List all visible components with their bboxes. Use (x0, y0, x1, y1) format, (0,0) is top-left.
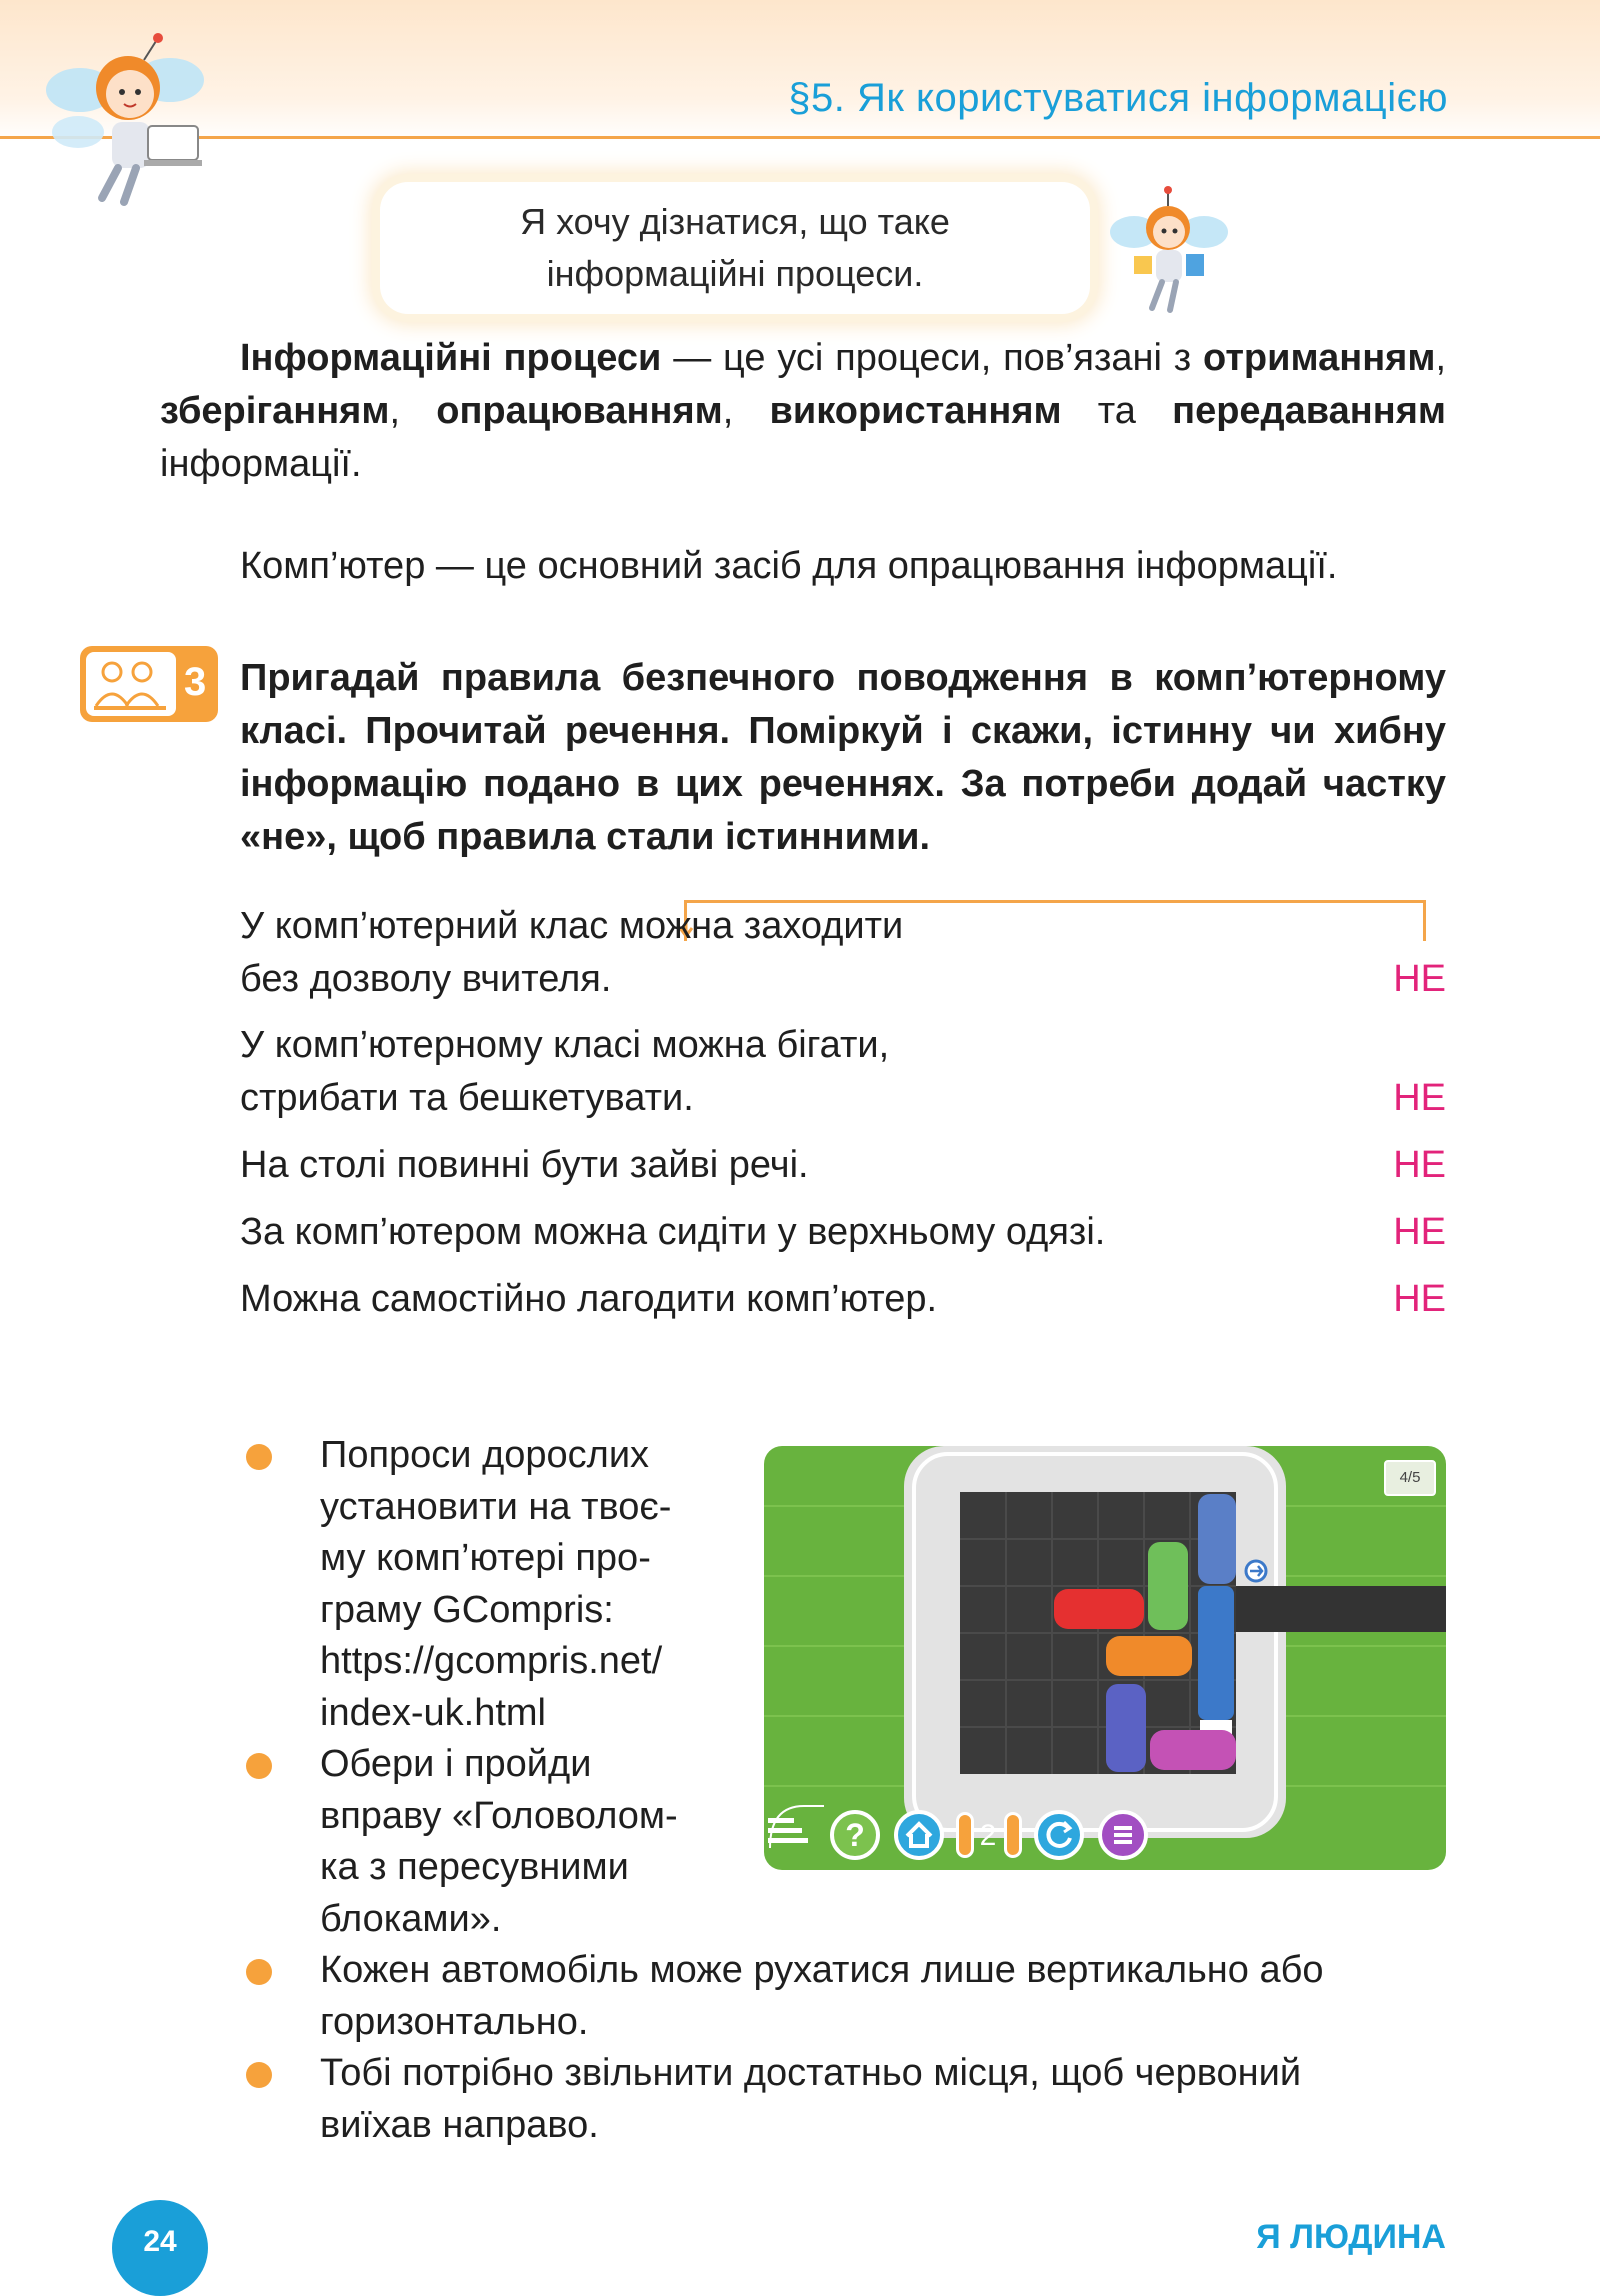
home-icon (898, 1814, 940, 1856)
speech-line-2: інформаційні процеси. (546, 253, 924, 294)
bullet-item-2 (320, 1739, 678, 1945)
term-processing: опрацюванням (436, 390, 723, 432)
answer-mark: НЕ (1393, 1278, 1446, 1320)
term-using: використанням (769, 390, 1062, 432)
chapter-title: Я ЛЮДИНА (1256, 2218, 1446, 2256)
speech-line-1: Я хочу дізнатися, що таке (520, 201, 950, 242)
rule-item-5 (240, 1273, 1446, 1326)
bullet-item-1 (320, 1430, 671, 1739)
bullet-line: блоками». (320, 1897, 502, 1940)
rule-line: На столі повинні бути зайві речі. (240, 1144, 809, 1186)
definition-text: — це усі процеси, пов’язані з (661, 337, 1204, 379)
rule-line: Можна самостійно лагодити комп’ютер. (240, 1278, 938, 1320)
rule-line: У комп’ютерному класі можна бігати, (240, 1024, 890, 1066)
task-instructions: Пригадай правила безпечного поводження в комп’ютерному класі. Прочитай речення. Поміркуй і скажи, істинну чи хибну інформацію подано в цих реченнях. За потреби додай частку «не», щоб правила стали істинними. (240, 657, 1446, 858)
bullet-link-line[interactable]: index-uk.html (320, 1691, 546, 1734)
bullet-line: граму GCompris: (320, 1588, 614, 1631)
menu-button[interactable] (1098, 1810, 1148, 1860)
previous-level-button[interactable] (956, 1812, 974, 1858)
rule-item-4 (240, 1206, 1446, 1259)
reload-icon (1038, 1814, 1080, 1856)
next-level-button[interactable] (1004, 1812, 1022, 1858)
term-storing: зберіганням (160, 390, 390, 432)
bullet-line: ка з пересувними (320, 1846, 629, 1888)
fairy-illustration (1104, 186, 1234, 316)
computer-statement: Комп’ютер — це основний засіб для опрацювання інформації. (240, 545, 1338, 587)
rule-line: У комп’ютерний клас можна заходити (240, 905, 904, 947)
bullet-item-3 (320, 1945, 1324, 2048)
definition-paragraph (160, 332, 1446, 491)
term-receiving: отриманням (1203, 337, 1436, 379)
bullet-line: Попроси дорослих (320, 1434, 650, 1476)
reload-button[interactable] (1034, 1810, 1084, 1860)
speech-bubble (380, 182, 1090, 314)
rule-item-1 (240, 900, 1446, 1006)
rule-item-3 (240, 1139, 1446, 1192)
rule-item-2 (240, 1019, 1446, 1125)
bullet-dot (246, 1753, 272, 1779)
bullet-dot (246, 1444, 272, 1470)
bullet-line: вправу «Головолом- (320, 1794, 678, 1837)
term-transmitting: передаванням (1172, 390, 1446, 432)
fairy-with-laptop-illustration (40, 30, 230, 210)
task-badge (80, 646, 218, 722)
term-info-processes: Інформаційні процеси (240, 337, 662, 379)
bullet-line: горизонтально. (320, 2000, 589, 2043)
definition-text: , (1435, 337, 1446, 379)
bullet-link-line[interactable]: https://gcompris.net/ (320, 1640, 663, 1682)
bullet-line: му комп’ютері про- (320, 1537, 651, 1579)
header-divider (0, 136, 1600, 139)
blue-car-vertical (1198, 1494, 1236, 1584)
help-button[interactable] (830, 1810, 880, 1860)
home-button[interactable] (894, 1810, 944, 1860)
bullet-dot (246, 2062, 272, 2088)
rule-line: стрибати та бешкетувати. (240, 1077, 694, 1119)
page-number: 24 (112, 2200, 208, 2296)
bullet-line: Кожен автомобіль може рухатися лише вертикально або (320, 1949, 1324, 1991)
bullet-item-4 (320, 2048, 1301, 2151)
definition-text: інформації. (160, 443, 362, 485)
level-number: 2 (979, 1819, 997, 1852)
bullet-line: Тобі потрібно звільнити достатньо місця, щоб червоний (320, 2052, 1302, 2094)
answer-mark: НЕ (1393, 1144, 1446, 1186)
rule-line: За комп’ютером можна сидіти у верхньому одязі. (240, 1211, 1106, 1253)
rule-line: без дозволу вчителя. (240, 958, 612, 1000)
bullet-dot (246, 1959, 272, 1985)
help-icon: ? (845, 1817, 865, 1853)
definition-text: , (389, 390, 437, 432)
answer-mark: НЕ (1393, 1077, 1446, 1119)
definition-text: та (1061, 390, 1173, 432)
group-work-icon (86, 652, 176, 716)
answer-mark: НЕ (1393, 1211, 1446, 1253)
bullet-line: Обери і пройди (320, 1743, 592, 1785)
bullet-line: установити на твоє- (320, 1485, 672, 1528)
definition-text: , (722, 390, 770, 432)
answer-mark: НЕ (1393, 958, 1446, 1000)
bullet-line: виїхав направо. (320, 2103, 599, 2146)
task-number: 3 (184, 660, 207, 704)
level-counter: 4/5 (1384, 1460, 1436, 1496)
gcompris-game-screenshot (764, 1446, 1446, 1870)
section-title: §5. Як користуватися інформацією (788, 76, 1448, 120)
menu-list-icon (1102, 1814, 1144, 1856)
